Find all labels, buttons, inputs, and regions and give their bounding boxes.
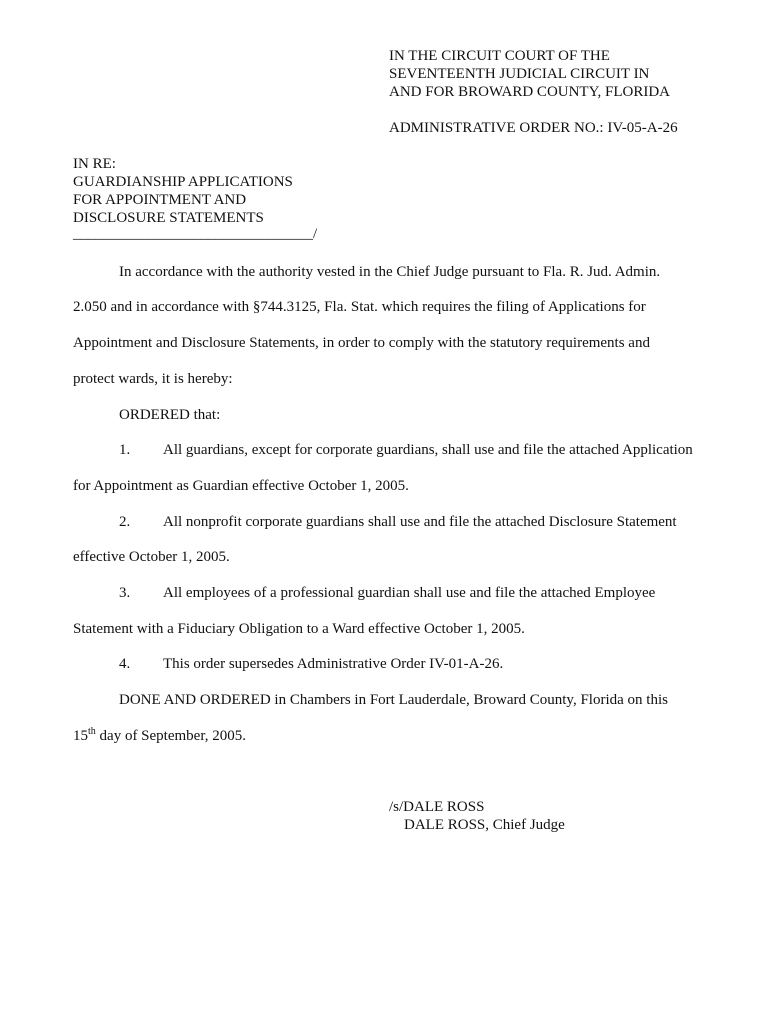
preamble-line-4: protect wards, it is hereby: xyxy=(73,371,233,387)
administrative-order-number: ADMINISTRATIVE ORDER NO.: IV-05-A-26 xyxy=(389,120,678,136)
item-number: 3. xyxy=(119,585,131,601)
preamble-line-3: Appointment and Disclosure Statements, in order to comply with the statutory requirements and xyxy=(73,335,650,351)
done-and-ordered-line-1: DONE AND ORDERED in Chambers in Fort Lauderdale, Broward County, Florida on this xyxy=(119,692,668,708)
court-name-line-1: IN THE CIRCUIT COURT OF THE xyxy=(389,48,610,64)
in-re-subject-line-2: FOR APPOINTMENT AND xyxy=(73,192,247,208)
preamble-line-2: 2.050 and in accordance with §744.3125, Fla. Stat. which requires the filing of Applications for xyxy=(73,299,646,315)
day-rest: day of September, 2005. xyxy=(95,728,246,744)
in-re-subject-line-1: GUARDIANSHIP APPLICATIONS xyxy=(73,174,293,190)
item-text-line-1: All employees of a professional guardian shall use and file the attached Employee xyxy=(163,585,656,601)
day-number: 15 xyxy=(73,728,88,744)
item-number: 4. xyxy=(119,656,131,672)
day-suffix: th xyxy=(88,726,96,737)
item-text-line-2: for Appointment as Guardian effective October 1, 2005. xyxy=(73,478,409,494)
item-number: 2. xyxy=(119,514,131,530)
court-name-line-2: SEVENTEENTH JUDICIAL CIRCUIT IN xyxy=(389,66,650,82)
in-re-rule: ________________________________/ xyxy=(73,226,318,242)
preamble-line-1: In accordance with the authority vested in the Chief Judge pursuant to Fla. R. Jud. Admin. xyxy=(119,264,661,280)
item-text-line-1: All guardians, except for corporate guardians, shall use and file the attached Application xyxy=(163,442,693,458)
item-text-line-2: effective October 1, 2005. xyxy=(73,549,230,565)
court-name-line-3: AND FOR BROWARD COUNTY, FLORIDA xyxy=(389,84,671,100)
electronic-signature: /s/DALE ROSS xyxy=(389,799,485,815)
item-text-line-2: Statement with a Fiduciary Obligation to a Ward effective October 1, 2005. xyxy=(73,621,525,637)
item-number: 1. xyxy=(119,442,131,458)
done-and-ordered-line-2 xyxy=(73,727,246,745)
ordered-heading: ORDERED that: xyxy=(119,407,221,423)
signer-name-title: DALE ROSS, Chief Judge xyxy=(404,817,565,833)
in-re-subject-line-3: DISCLOSURE STATEMENTS xyxy=(73,210,264,226)
item-text-line-1: All nonprofit corporate guardians shall use and file the attached Disclosure Statement xyxy=(163,514,677,530)
in-re-label: IN RE: xyxy=(73,156,116,172)
item-text-line-1: This order supersedes Administrative Order IV-01-A-26. xyxy=(163,656,504,672)
